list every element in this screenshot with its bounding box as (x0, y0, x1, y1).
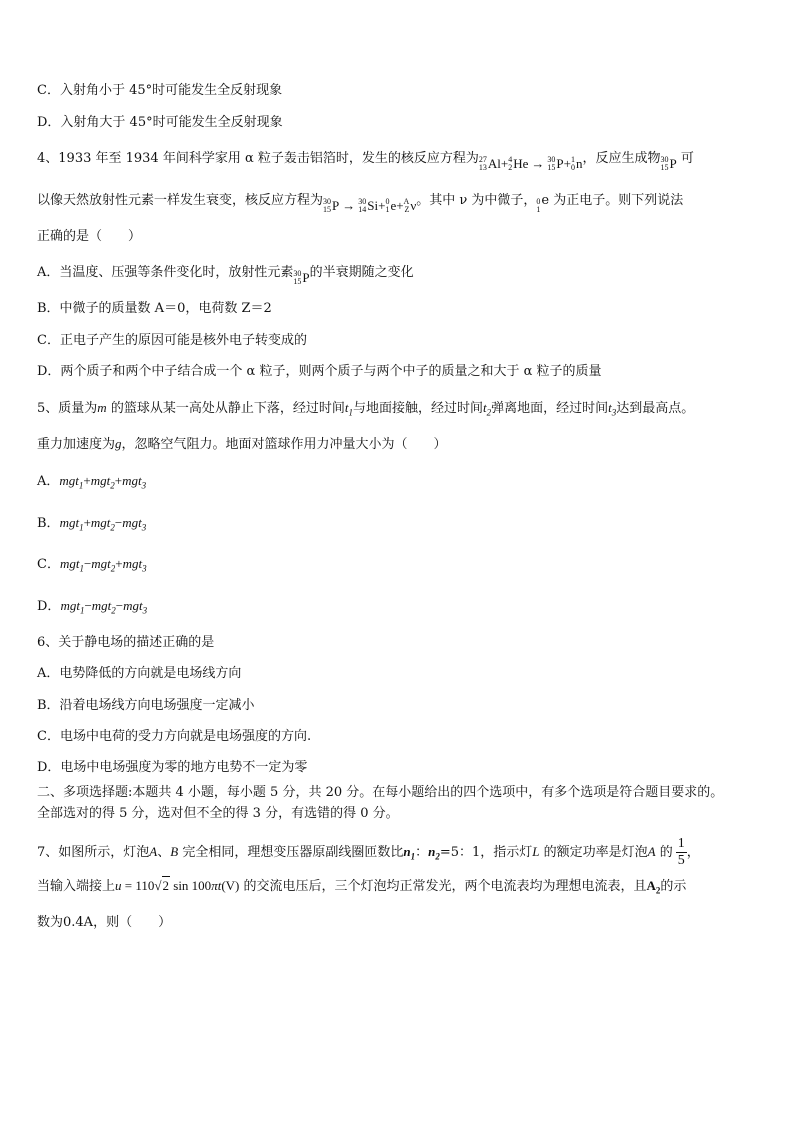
q5-text-1d: 弹离地面，经过时间 (491, 401, 609, 416)
q5-option-c (37, 555, 147, 578)
section2-line1: 二、多项选择题:本题共 4 小题，每小题 5 分，共 20 分。在每小题给出的四个选项中，有多个选项是符合题目要求的。 (37, 785, 724, 800)
var-t1: $t_1$ (344, 400, 353, 418)
q7-text-1c: 完全相同，理想变压器原副线圈匝数比 (182, 845, 404, 860)
q7-text-1f: 的额定功率是灯泡 (543, 845, 648, 860)
q5-option-a (37, 472, 146, 495)
q5-option-d (37, 597, 147, 620)
var-a: A (149, 844, 158, 859)
q5-option-b-expr: mgt$_1$+mgt$_2$−mgt$_3$ (59, 515, 147, 533)
q4-option-a (37, 264, 414, 287)
q5-text-2a: 重力加速度为 (37, 437, 116, 452)
q4-line2 (37, 192, 683, 215)
q5-text-1e: 达到最高点。 (616, 401, 695, 416)
q5-line1 (37, 399, 694, 422)
section2-line2: 全部选对的得 5 分，选对但不全的得 3 分，有选错的得 0 分。 (37, 806, 399, 821)
q7-line2 (37, 876, 686, 900)
var-n1: $n_1$ (403, 844, 416, 862)
q4-text-2a: 以像天然放射性元素一样发生衰变，核反应方程为 (37, 193, 324, 208)
var-t2: $t_2$ (482, 400, 492, 418)
q4-text-1b: ，反应生成物 (582, 151, 661, 166)
q5-option-d-label: D． (37, 599, 61, 614)
q5-option-b (37, 514, 146, 537)
q7-text-1b: 、 (157, 845, 171, 860)
q5-option-d-expr: mgt$_1$−mgt$_2$−mgt$_3$ (60, 598, 148, 616)
nuclide-p30: 30 15 P (660, 155, 677, 172)
var-l: L (532, 844, 540, 859)
voltage-expression: u = 110√2 sin 100πt(V) (115, 878, 240, 893)
q4-option-d: D．两个质子和两个中子结合成一个 α 粒子，则两个质子与两个中子的质量之和大于 α 粒子的质量 (37, 364, 602, 379)
var-n2: $n_2$ (428, 844, 440, 862)
fraction-numerator: 1 (677, 836, 685, 851)
q3-option-d: D．入射角大于 45°时可能发生全反射现象 (37, 115, 283, 130)
q4-option-c: C．正电子产生的原因可能是核外电子转变成的 (37, 333, 307, 348)
var-b: B (170, 844, 179, 859)
q4-option-a-text2: 的半衰期随之变化 (309, 265, 414, 280)
positron-symbol: 0 1 (536, 197, 541, 214)
q7-text-1d: ： (415, 845, 429, 860)
q4-text-1a: 4、1933 年至 1934 年间科学家用 α 粒子轰击铝箔时，发生的核反应方程为 (37, 151, 479, 166)
q4-text-2b: 。其中 ν 为中微子， (416, 193, 537, 208)
q5-line2 (37, 435, 447, 454)
var-a2: A (647, 844, 656, 859)
q6-stem: 6、关于静电场的描述正确的是 (37, 635, 215, 650)
equation-al-he: 27 13 Al+ 4 2 He → 30 15 P+ 1 0 n (478, 155, 583, 172)
q5-text-1a: 5、质量为 (37, 401, 98, 416)
q7-line1: 7、如图所示，灯泡A、B 完全相同，理想变压器原副线圈匝数比$n_1$：$n_2=5$：1，指示灯L 的额定功率是灯泡A 的 $\frac{1}{5}$ ， (37, 836, 700, 868)
q5-text-1c: 与地面接触，经过时间 (352, 401, 483, 416)
q7-text-2a: 当输入端接上 (37, 879, 116, 894)
q4-line1 (37, 150, 694, 173)
fraction-denominator: 5 (677, 853, 685, 868)
equation-p-decay: 30 15 P → 30 14 Si+ 0 1 e+ A Z ν (323, 197, 417, 214)
q4-line3: 正确的是（ ） (37, 229, 142, 244)
q7-text-2c: 的示 (660, 879, 687, 894)
q4-text-2c: e 为正电子。则下列说法 (541, 193, 684, 208)
q6-option-c: C．电场中电荷的受力方向就是电场强度的方向. (37, 729, 312, 744)
q5-text-1b: 的篮球从某一高处从静止下落，经过时间 (110, 401, 345, 416)
q7-line3: 数为0.4A，则（ ） (37, 915, 172, 930)
q5-option-b-label: B． (37, 516, 60, 531)
q6-option-d: D．电场中电场强度为零的地方电势不一定为零 (37, 760, 308, 775)
q5-option-a-label: A． (37, 474, 60, 489)
var-m: m (97, 400, 107, 415)
nuclide-p30-a: 30 15 P (293, 269, 310, 286)
q4-option-a-text: A．当温度、压强等条件变化时，放射性元素 (37, 265, 294, 280)
q6-option-a: A．电势降低的方向就是电场线方向 (37, 666, 242, 681)
q7-text-1g: 的 (659, 845, 673, 860)
q5-text-2b: ，忽略空气阻力。地面对篮球作用力冲量大小为（ ） (121, 437, 447, 452)
q4-text-1c: 可 (680, 151, 694, 166)
q5-option-c-label: C． (37, 557, 60, 572)
q7-text-1e: =5：1，指示灯 (439, 845, 533, 860)
ammeter-a2: $A_2$ (646, 878, 661, 896)
q4-option-b: B．中微子的质量数 A＝0，电荷数 Z＝2 (37, 301, 272, 316)
q5-option-c-expr: mgt$_1$−mgt$_2$+mgt$_3$ (59, 556, 147, 574)
q3-option-c: C．入射角小于 45°时可能发生全反射现象 (37, 83, 283, 98)
var-g: g (115, 436, 122, 451)
q7-text-1a: 7、如图所示，灯泡 (37, 845, 150, 860)
var-t3: $t_3$ (608, 400, 617, 418)
q6-option-b: B．沿着电场线方向电场强度一定减小 (37, 698, 255, 713)
q7-text-2b: 的交流电压后，三个灯泡均正常发光，两个电流表均为理想电流表，且 (243, 879, 647, 894)
q5-option-a-expr: mgt$_1$+mgt$_2$+mgt$_3$ (59, 473, 147, 491)
fraction-one-fifth (676, 836, 687, 869)
